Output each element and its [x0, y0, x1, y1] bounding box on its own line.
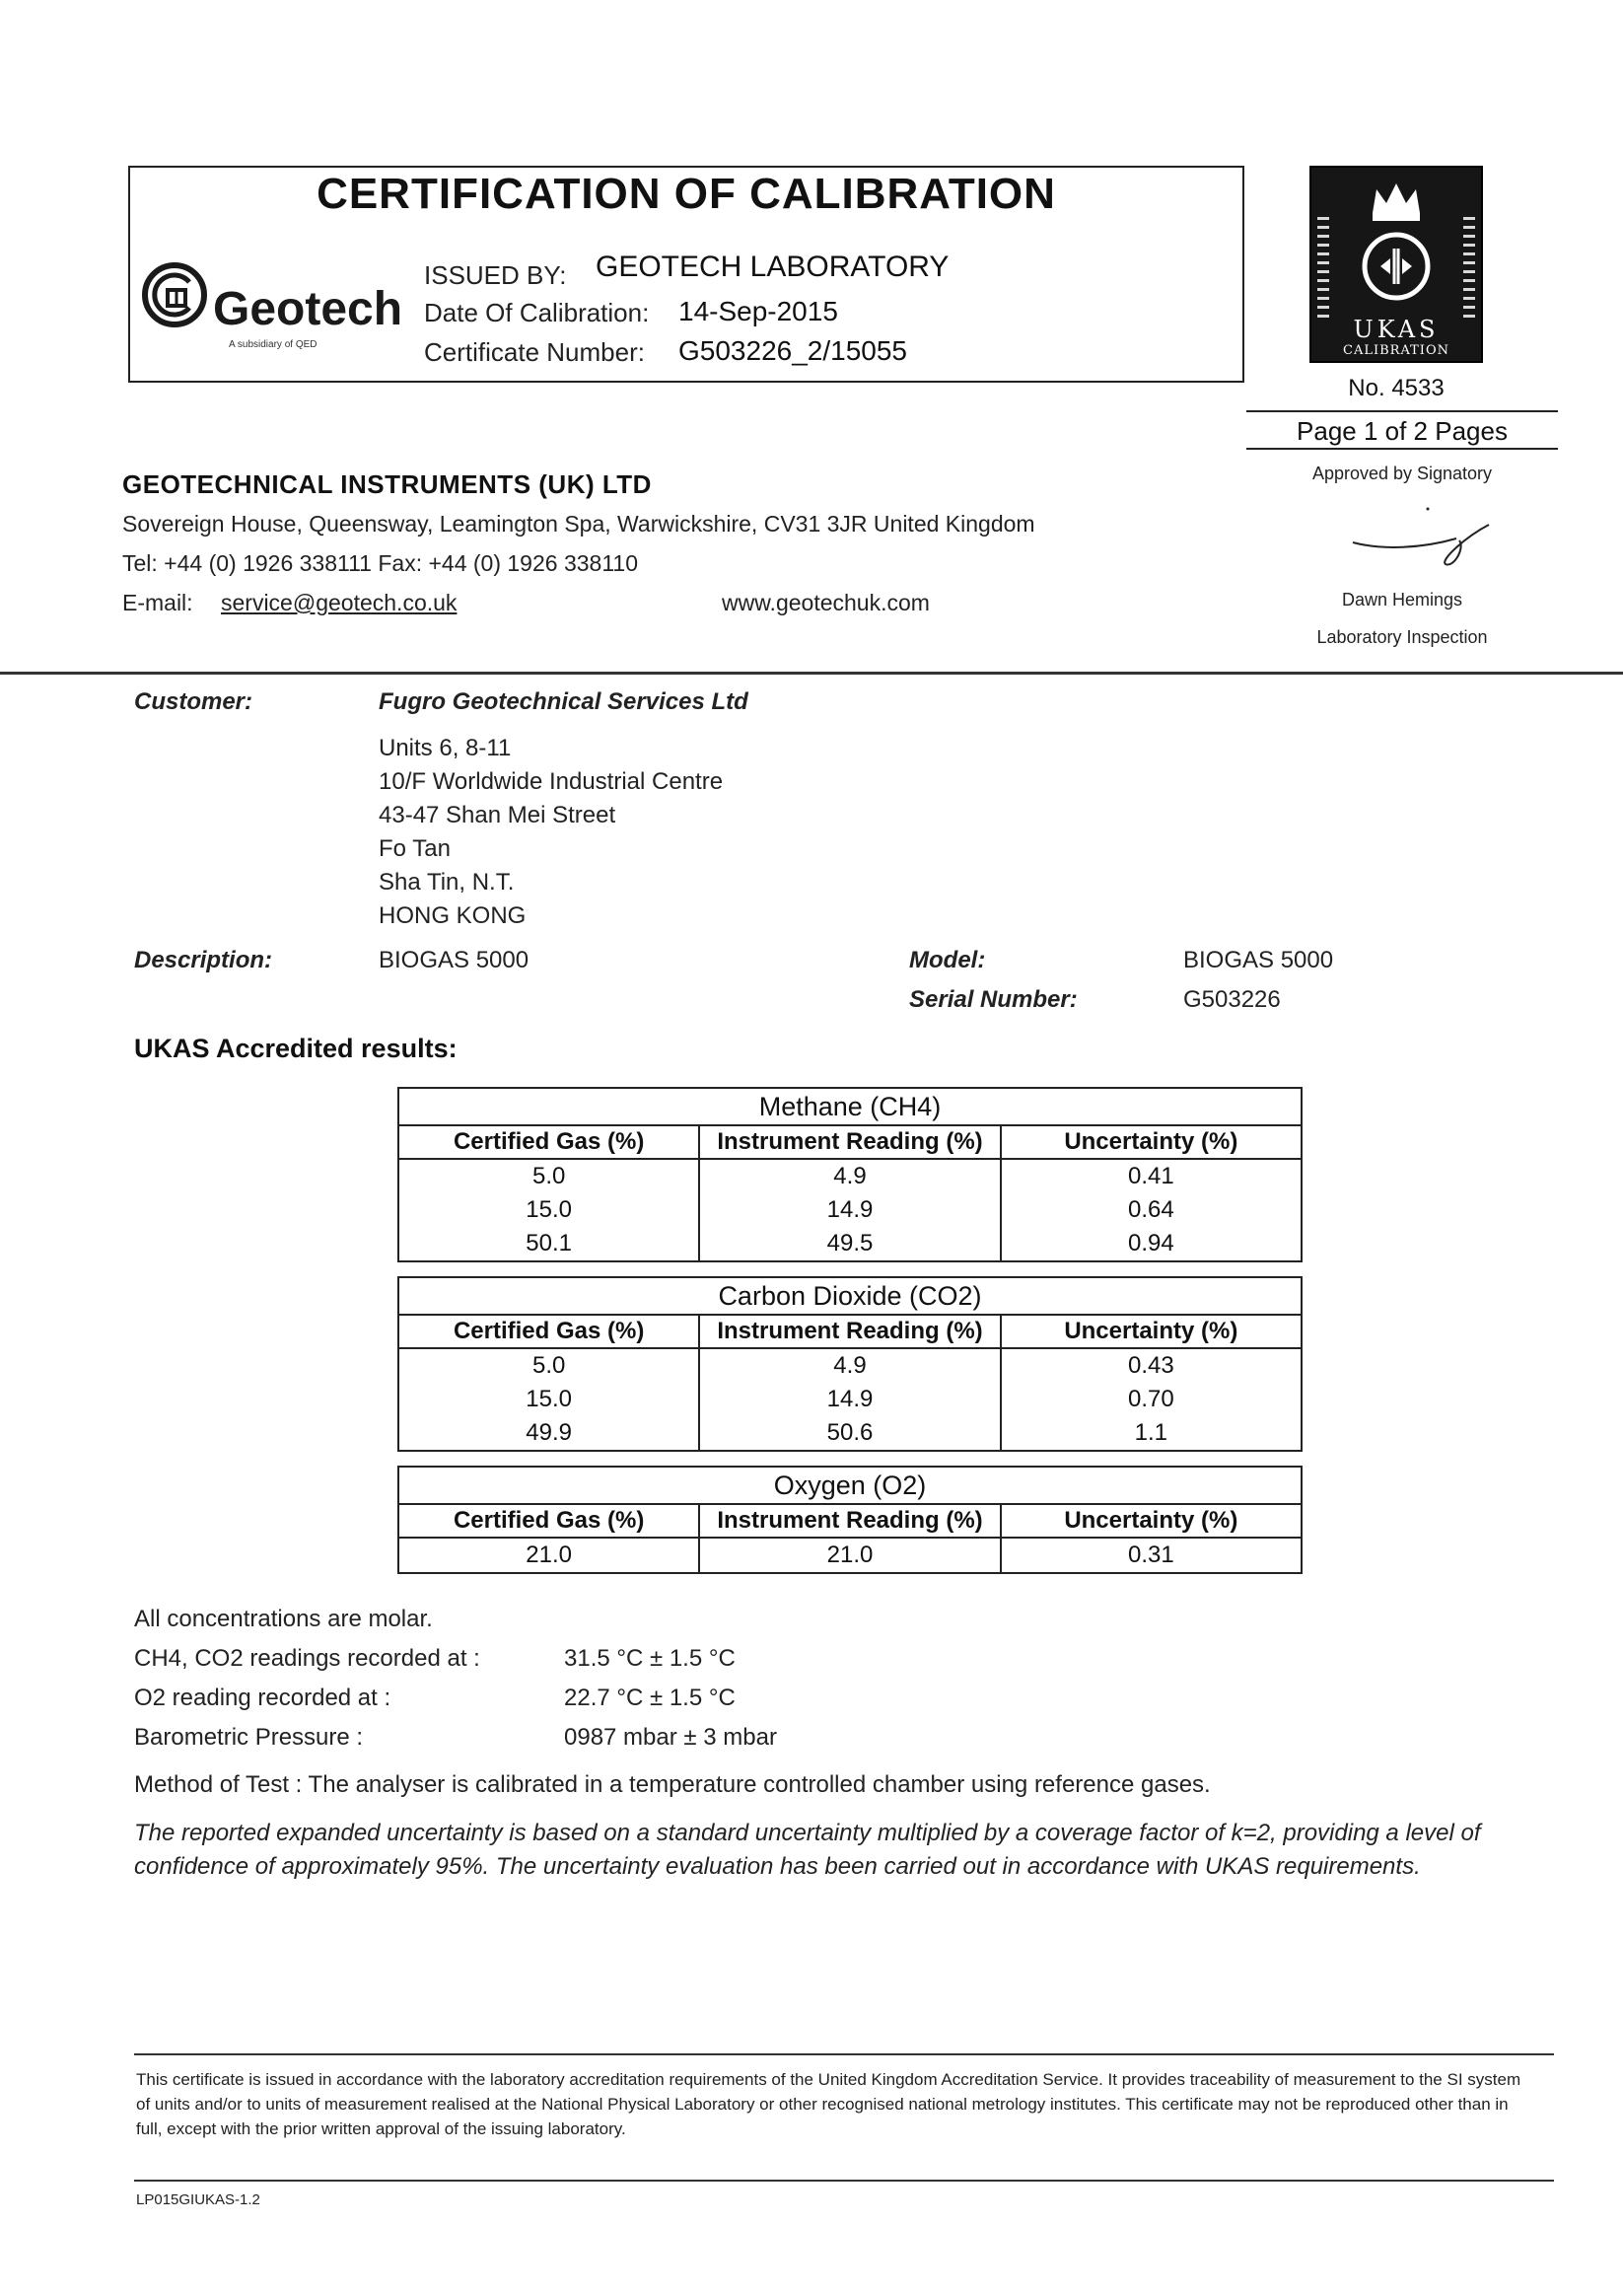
barometric-pressure-value: 0987 mbar ± 3 mbar: [564, 1724, 777, 1751]
table-row: [398, 1227, 1302, 1261]
date-of-calibration-value: 14-Sep-2015: [678, 296, 838, 326]
customer-address-line: 10/F Worldwide Industrial Centre: [379, 768, 724, 795]
table-cell: 5.0: [398, 1348, 699, 1383]
company-tel-fax: Tel: +44 (0) 1926 338111 Fax: +44 (0) 1926 338110: [122, 550, 638, 576]
table-cell: 4.9: [699, 1348, 1000, 1383]
table-cell: 15.0: [398, 1383, 699, 1416]
table-cell: 15.0: [398, 1193, 699, 1227]
geotech-logo-icon: [140, 260, 209, 329]
table-row: [398, 1538, 1302, 1573]
ukas-mark-text: UKAS: [1353, 316, 1440, 343]
company-email-link[interactable]: service@geotech.co.uk: [221, 590, 458, 615]
serial-number-value: G503226: [1183, 986, 1281, 1013]
table-cell: 0.94: [1001, 1227, 1302, 1261]
table-cell: 49.5: [699, 1227, 1000, 1261]
company-name: GEOTECHNICAL INSTRUMENTS (UK) LTD: [122, 469, 652, 499]
table-cell: 5.0: [398, 1159, 699, 1193]
column-header-uncertainty: Uncertainty (%): [1001, 1125, 1302, 1159]
ukas-mark-stripes-left: [1317, 211, 1329, 320]
table-cell: 0.41: [1001, 1159, 1302, 1193]
table-row: [398, 1383, 1302, 1416]
signature-icon: [1343, 499, 1491, 578]
description-value: BIOGAS 5000: [379, 947, 529, 973]
table-caption: Carbon Dioxide (CO2): [398, 1277, 1302, 1315]
uncertainty-statement: The reported expanded uncertainty is based on a standard uncertainty multiplied by a coverage factor of k=2, providing a level of confidence of approximately 95%. The uncertainty evaluation has been carried out in accordance with UKAS requirements.: [134, 1820, 1481, 1880]
table-row: [398, 1193, 1302, 1227]
ukas-accreditation-number: No. 4533: [1348, 375, 1445, 401]
geotech-logo-text: Geotech: [213, 283, 403, 335]
table-cell: 49.9: [398, 1416, 699, 1451]
oxygen-results-table: [397, 1466, 1303, 1574]
column-header-instrument-reading: Instrument Reading (%): [699, 1315, 1000, 1348]
table-cell: 21.0: [398, 1538, 699, 1573]
column-header-certified-gas: Certified Gas (%): [398, 1504, 699, 1538]
ukas-mark-subtext: CALIBRATION: [1343, 343, 1449, 358]
column-header-certified-gas: Certified Gas (%): [398, 1125, 699, 1159]
results-heading: UKAS Accredited results:: [134, 1034, 458, 1063]
o2-temperature-label: O2 reading recorded at :: [134, 1685, 391, 1711]
serial-number-label: Serial Number:: [909, 986, 1078, 1013]
customer-address-line: HONG KONG: [379, 902, 527, 929]
table-cell: 0.43: [1001, 1348, 1302, 1383]
model-value: BIOGAS 5000: [1183, 947, 1334, 973]
customer-address-line: Sha Tin, N.T.: [379, 869, 515, 896]
footer-divider-top: [134, 2053, 1554, 2055]
column-header-certified-gas: Certified Gas (%): [398, 1315, 699, 1348]
ukas-mark-stripes-right: [1463, 211, 1475, 320]
table-caption: Oxygen (O2): [398, 1467, 1302, 1504]
ukas-crown-emblem-icon: [1351, 174, 1442, 312]
table-cell: 0.70: [1001, 1383, 1302, 1416]
footer-accreditation-text: This certificate is issued in accordance with the laboratory accreditation requirements of the United Kingdom Accreditation Service. It provides traceability of measurement to the SI system of units and/or to units of measurement realised at the National Physical Laboratory or other recognised national metrology institutes. This certificate may not be reproduced other than in full, except with the prior written approval of the issuing laboratory.: [136, 2070, 1521, 2138]
document-code: LP015GIUKAS-1.2: [136, 2191, 260, 2208]
customer-label: Customer:: [134, 688, 253, 715]
approved-by-label: Approved by Signatory: [1311, 464, 1493, 483]
customer-address: [379, 732, 723, 933]
column-header-instrument-reading: Instrument Reading (%): [699, 1125, 1000, 1159]
table-cell: 50.6: [699, 1416, 1000, 1451]
customer-name: Fugro Geotechnical Services Ltd: [379, 688, 748, 715]
signatory-name: Dawn Hemings: [1341, 590, 1463, 610]
geotech-logo-subtitle: A subsidiary of QED: [229, 339, 318, 350]
table-cell: 50.1: [398, 1227, 699, 1261]
date-of-calibration-label: Date Of Calibration:: [424, 298, 650, 327]
method-of-test: Method of Test : The analyser is calibrated in a temperature controlled chamber using reference gases.: [134, 1771, 1211, 1798]
page-indicator: Page 1 of 2 Pages: [1246, 410, 1558, 450]
table-cell: 0.31: [1001, 1538, 1302, 1573]
table-cell: 0.64: [1001, 1193, 1302, 1227]
column-header-instrument-reading: Instrument Reading (%): [699, 1504, 1000, 1538]
company-email-label: E-mail:: [122, 590, 193, 615]
signatory-role: Laboratory Inspection: [1316, 627, 1488, 647]
o2-temperature-value: 22.7 °C ± 1.5 °C: [564, 1685, 736, 1711]
customer-address-line: 43-47 Shan Mei Street: [379, 802, 616, 828]
table-cell: 14.9: [699, 1193, 1000, 1227]
customer-address-line: Fo Tan: [379, 835, 451, 862]
molar-note: All concentrations are molar.: [134, 1606, 433, 1632]
barometric-pressure-label: Barometric Pressure :: [134, 1724, 364, 1751]
table-cell: 1.1: [1001, 1416, 1302, 1451]
issued-by-value: GEOTECH LABORATORY: [596, 251, 950, 283]
table-cell: 4.9: [699, 1159, 1000, 1193]
column-header-uncertainty: Uncertainty (%): [1001, 1504, 1302, 1538]
table-cell: 21.0: [699, 1538, 1000, 1573]
certificate-number-value: G503226_2/15055: [678, 335, 907, 366]
certificate-number-label: Certificate Number:: [424, 337, 645, 367]
ch4-co2-temperature-value: 31.5 °C ± 1.5 °C: [564, 1645, 736, 1672]
table-row: [398, 1348, 1302, 1383]
footer-divider-bottom: [134, 2180, 1554, 2182]
table-row: [398, 1416, 1302, 1451]
model-label: Model:: [909, 947, 986, 973]
header-divider: [0, 672, 1623, 675]
table-caption: Methane (CH4): [398, 1088, 1302, 1125]
carbon-dioxide-results-table: [397, 1276, 1303, 1452]
company-address: Sovereign House, Queensway, Leamington Spa, Warwickshire, CV31 3JR United Kingdom: [122, 511, 1035, 537]
ch4-co2-temperature-label: CH4, CO2 readings recorded at :: [134, 1645, 480, 1672]
methane-results-table: [397, 1087, 1303, 1262]
description-label: Description:: [134, 947, 273, 973]
table-row: [398, 1159, 1302, 1193]
column-header-uncertainty: Uncertainty (%): [1001, 1315, 1302, 1348]
certificate-title: CERTIFICATION OF CALIBRATION: [317, 170, 1056, 218]
issued-by-label: ISSUED BY:: [424, 260, 567, 290]
customer-address-line: Units 6, 8-11: [379, 735, 512, 761]
company-website-link[interactable]: www.geotechuk.com: [722, 590, 930, 615]
table-cell: 14.9: [699, 1383, 1000, 1416]
